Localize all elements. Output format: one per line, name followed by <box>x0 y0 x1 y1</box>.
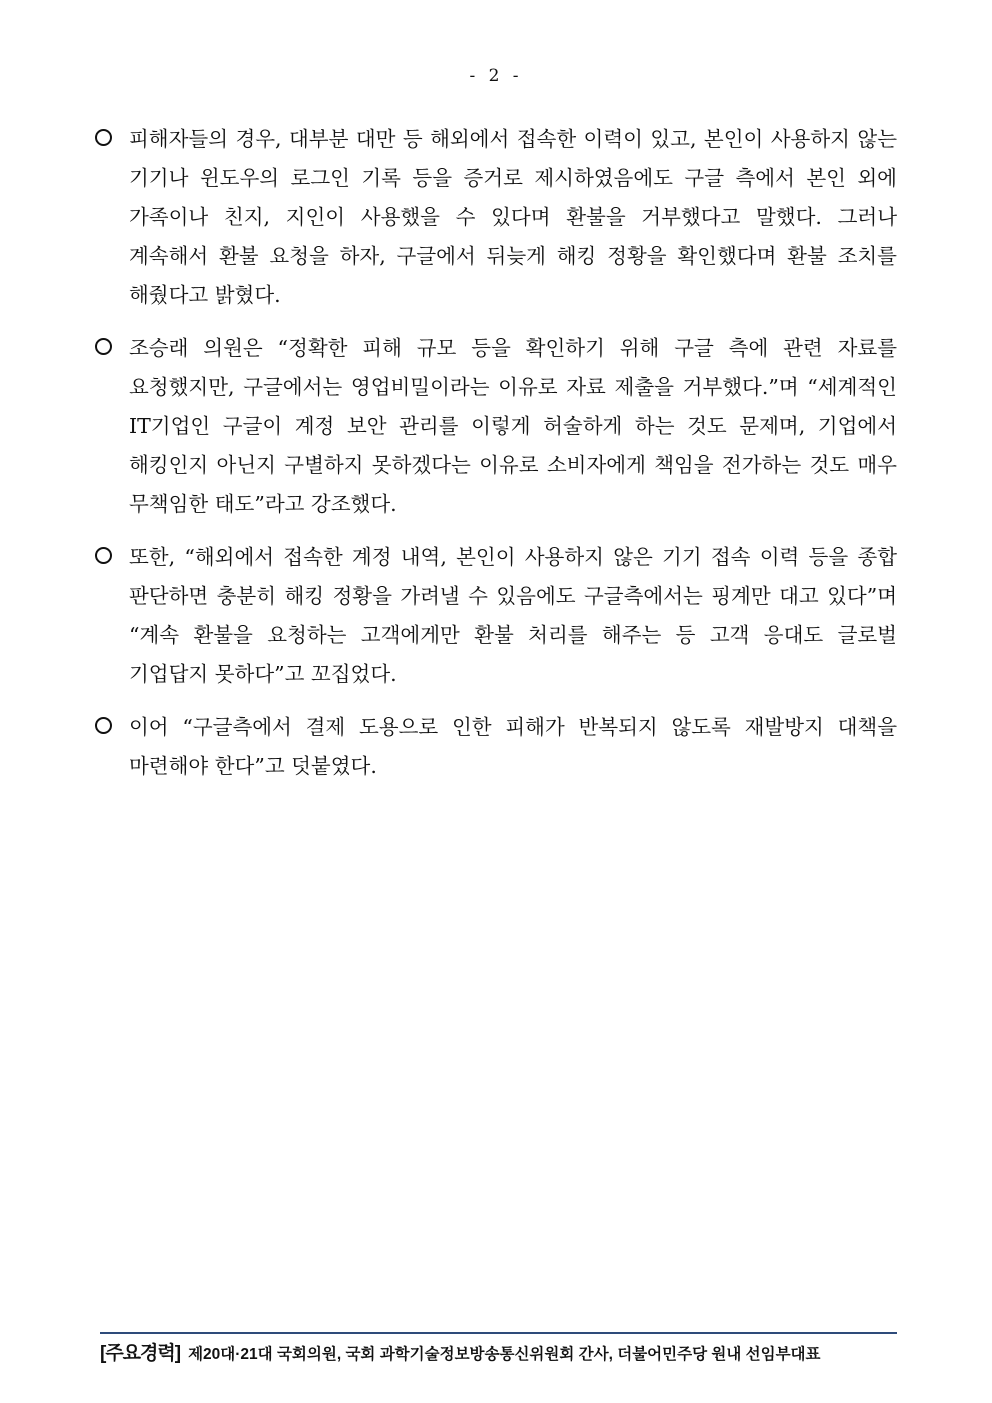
paragraph <box>95 708 897 786</box>
paragraph-text: 피해자들의 경우, 대부분 대만 등 해외에서 접속한 이력이 있고, 본인이 사용하지 않는 기기나 윈도우의 로그인 기록 등을 증거로 제시하였음에도 구글 측에서 본인 외에 가족이나 친지, 지인이 사용했을 수 있다며 환불을 거부했다고 말했다. 그러나 계속해서 환불 요청을 하자, 구글에서 뒤늦게 해킹 정황을 확인했다며 환불 조치를 해줬다고 밝혔다. <box>129 127 897 307</box>
paragraph <box>95 329 897 524</box>
document-body <box>95 120 897 800</box>
career-text: 제20대·21대 국회의원, 국회 과학기술정보방송통신위원회 간사, 더불어민주당 원내 선임부대표 <box>188 1346 821 1363</box>
footer <box>100 1332 897 1365</box>
paragraph-text: 조승래 의원은 “정확한 피해 규모 등을 확인하기 위해 구글 측에 관련 자료를 요청했지만, 구글에서는 영업비밀이라는 이유로 자료 제출을 거부했다.”며 “세계적인 IT기업인 구글이 계정 보안 관리를 이렇게 허술하게 하는 것도 문제며, 기업에서 해킹인지 아닌지 구별하지 못하겠다는 이유로 소비자에게 책임을 전가하는 것도 매우 무책임한 태도”라고 강조했다. <box>129 336 897 516</box>
circle-bullet-icon <box>95 708 129 786</box>
circle-bullet-icon <box>95 120 129 315</box>
paragraph <box>95 120 897 315</box>
paragraph <box>95 538 897 694</box>
footer-divider <box>100 1332 897 1334</box>
page-number: - 2 - <box>469 66 523 86</box>
circle-bullet-icon <box>95 329 129 524</box>
paragraph-text: 또한, “해외에서 접속한 계정 내역, 본인이 사용하지 않은 기기 접속 이력 등을 종합 판단하면 충분히 해킹 정황을 가려낼 수 있음에도 구글측에서는 핑계만 대고 있다”며 “계속 환불을 요청하는 고객에게만 환불 처리를 해주는 등 고객 응대도 글로벌 기업답지 못하다”고 꼬집었다. <box>129 545 897 686</box>
career-label: [주요경력] <box>100 1343 181 1364</box>
paragraph-text: 이어 “구글측에서 결제 도용으로 인한 피해가 반복되지 않도록 재발방지 대책을 마련해야 한다”고 덧붙였다. <box>129 715 897 778</box>
career-line <box>100 1338 897 1365</box>
circle-bullet-icon <box>95 538 129 694</box>
